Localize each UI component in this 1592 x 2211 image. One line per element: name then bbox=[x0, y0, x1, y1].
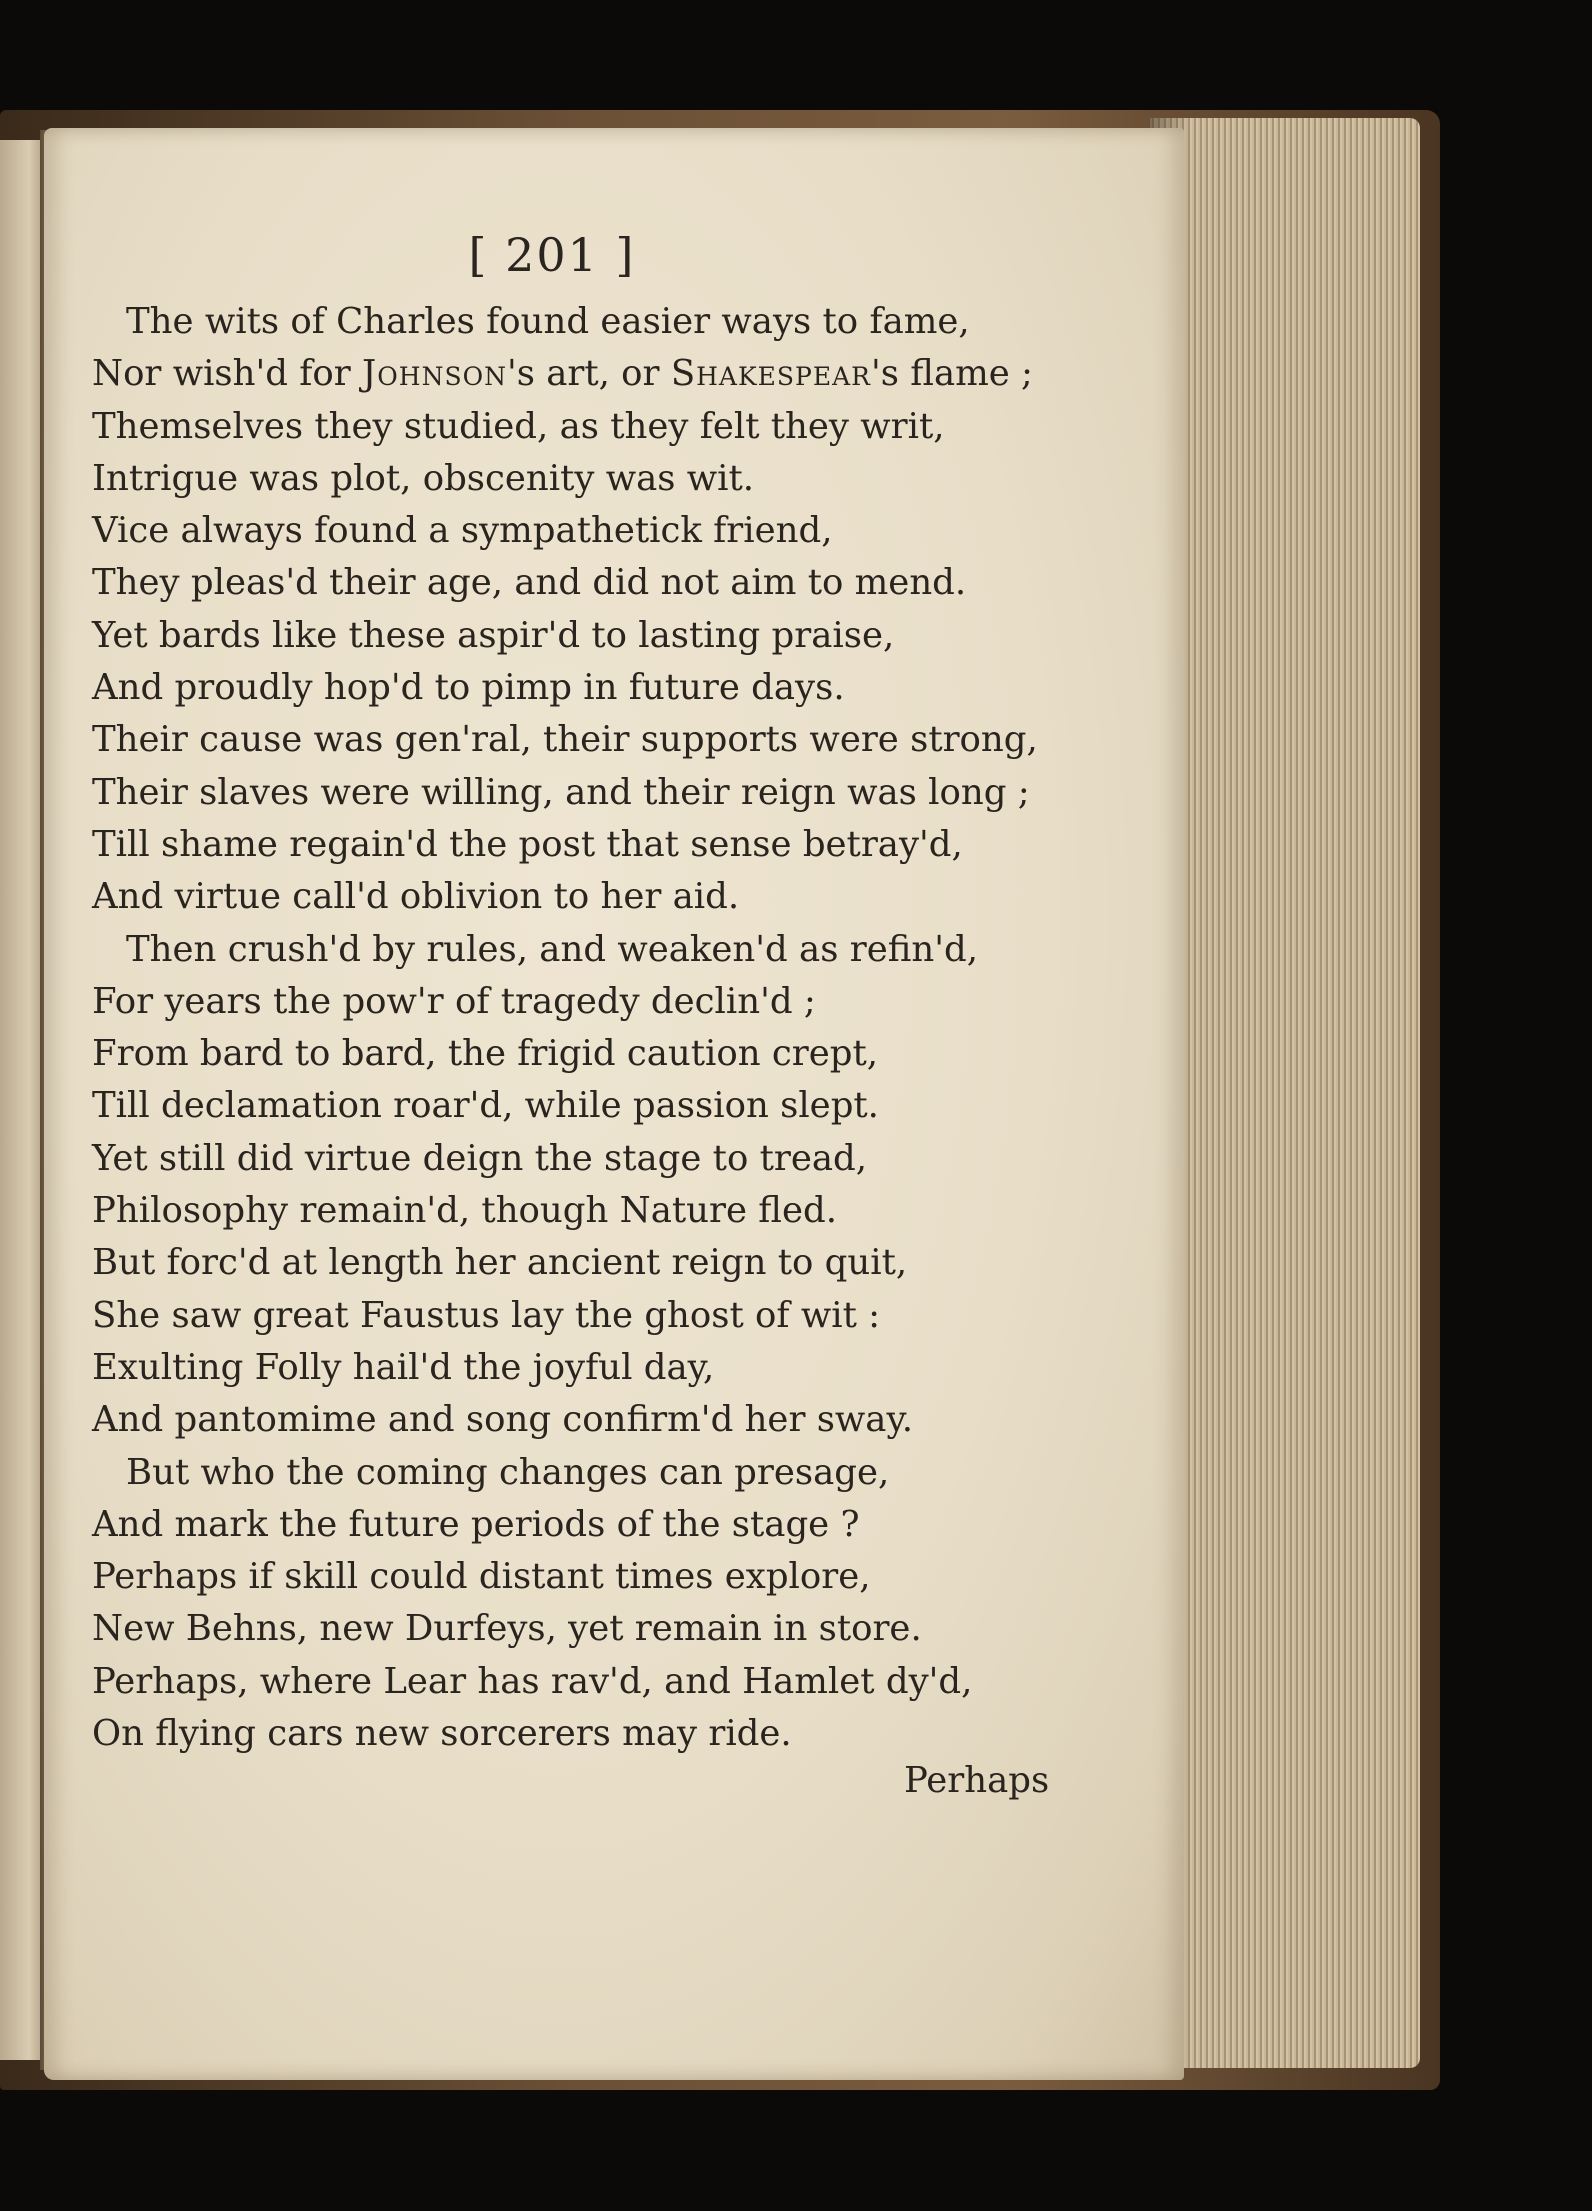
poem-line: Yet bards like these aspir'd to lasting praise, bbox=[92, 614, 895, 656]
poem-line: Perhaps, where Lear has rav'd, and Hamlet dy'd, bbox=[92, 1660, 973, 1702]
poem-line: Philosophy remain'd, though Nature fled. bbox=[92, 1190, 837, 1232]
poem-line: And virtue call'd oblivion to her aid. bbox=[92, 876, 740, 918]
poem-line: She saw great Faustus lay the ghost of wit : bbox=[92, 1294, 881, 1336]
catchword: Perhaps bbox=[904, 1760, 1050, 1801]
poem-line: Till declamation roar'd, while passion slept. bbox=[92, 1085, 879, 1127]
book-page bbox=[44, 128, 1184, 2080]
poem-line: Perhaps if skill could distant times explore, bbox=[92, 1556, 871, 1598]
poem-text bbox=[92, 296, 1092, 1760]
poem-line: Exulting Folly hail'd the joyful day, bbox=[92, 1346, 715, 1388]
poem-line: And mark the future periods of the stage ? bbox=[92, 1503, 860, 1545]
poem-line: But who the coming changes can presage, bbox=[126, 1451, 890, 1493]
page-number: [ 201 ] bbox=[468, 228, 636, 282]
poem-line: On flying cars new sorcerers may ride. bbox=[92, 1713, 792, 1755]
poem-line: Themselves they studied, as they felt they writ, bbox=[92, 405, 945, 447]
poem-line: They pleas'd their age, and did not aim to mend. bbox=[92, 562, 967, 604]
poem-line: Their cause was gen'ral, their supports were strong, bbox=[92, 719, 1038, 761]
author-name-shakespear: Shakespear bbox=[670, 353, 871, 395]
poem-line: And proudly hop'd to pimp in future days. bbox=[92, 667, 845, 709]
poem-line: Vice always found a sympathetick friend, bbox=[92, 510, 833, 552]
poem-line: Then crush'd by rules, and weaken'd as refin'd, bbox=[126, 928, 979, 970]
poem-line: For years the pow'r of tragedy declin'd ; bbox=[92, 980, 816, 1022]
author-name-johnson: Johnson bbox=[362, 353, 507, 395]
poem-line: Intrigue was plot, obscenity was wit. bbox=[92, 457, 755, 499]
poem-line: Their slaves were willing, and their reign was long ; bbox=[92, 771, 1030, 813]
poem-line: And pantomime and song confirm'd her sway. bbox=[92, 1399, 914, 1441]
poem-line: New Behns, new Durfeys, yet remain in store. bbox=[92, 1608, 922, 1650]
poem-line: Till shame regain'd the post that sense betray'd, bbox=[92, 823, 963, 865]
poem-line: Nor wish'd for Johnson's art, or Shakespear's flame ; bbox=[92, 353, 1034, 395]
poem-line: But forc'd at length her ancient reign to quit, bbox=[92, 1242, 908, 1284]
page-edges bbox=[1150, 118, 1420, 2068]
poem-line: From bard to bard, the frigid caution crept, bbox=[92, 1033, 879, 1075]
poem-line: The wits of Charles found easier ways to fame, bbox=[126, 301, 970, 342]
poem-line: Yet still did virtue deign the stage to tread, bbox=[92, 1137, 868, 1179]
